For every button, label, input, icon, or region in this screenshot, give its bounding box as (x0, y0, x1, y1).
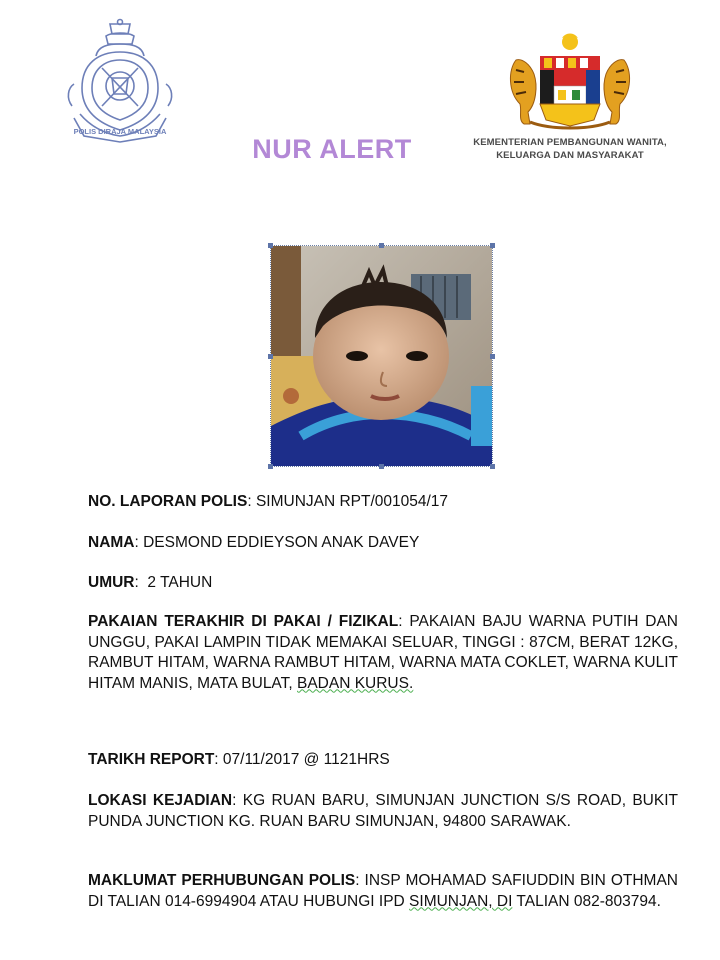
field-clothing (88, 612, 678, 694)
field-label: NO. LAPORAN POLIS (88, 493, 248, 510)
field-report-no (88, 492, 678, 513)
resize-handle[interactable] (379, 243, 384, 248)
field-age (88, 573, 678, 594)
field-value-tail: BADAN KURUS. (297, 674, 414, 692)
field-value-mark: SIMUNJAN, DI (409, 892, 513, 910)
ministry-name (462, 136, 678, 162)
field-label: MAKLUMAT PERHUBUNGAN POLIS (88, 872, 356, 889)
ministry-line-2: KELUARGA DAN MASYARAKAT (496, 150, 644, 161)
field-contact (88, 871, 678, 912)
field-value: : 07/11/2017 @ 1121HRS (214, 751, 390, 768)
polis-diraja-malaysia-logo (62, 18, 178, 146)
resize-handle[interactable] (379, 464, 384, 469)
field-name (88, 533, 678, 554)
resize-handle[interactable] (490, 354, 495, 359)
ministry-line-1: KEMENTERIAN PEMBANGUNAN WANITA, (473, 137, 667, 148)
jata-negara-logo (500, 30, 640, 134)
field-value: : KG RUAN BARU, SIMUNJAN JUNCTION S/S ROAD, BUKIT PUNDA JUNCTION KG. RUAN BARU SIMUNJAN, 94800 SARAWAK. (88, 792, 678, 830)
resize-handle[interactable] (268, 354, 273, 359)
page-title: NUR ALERT (252, 134, 412, 164)
resize-handle[interactable] (490, 243, 495, 248)
field-label: PAKAIAN TERAKHIR DI PAKAI / FIZIKAL (88, 613, 399, 630)
field-value: : DESMOND EDDIEYSON ANAK DAVEY (134, 534, 420, 551)
resize-handle[interactable] (268, 464, 273, 469)
field-value-tail: TALIAN 082-803794. (516, 892, 661, 910)
field-label: LOKASI KEJADIAN (88, 792, 233, 809)
resize-handle[interactable] (490, 464, 495, 469)
field-label: UMUR (88, 574, 135, 591)
missing-child-photo[interactable] (270, 245, 493, 467)
field-label: NAMA (88, 534, 135, 551)
field-value: : INSP MOHAMAD SAFIUDDIN BIN OTHMAN DI TALIAN 014-6994904 ATAU HUBUNGI IPD (88, 872, 678, 910)
field-report-date (88, 750, 678, 771)
field-value: : PAKAIAN BAJU WARNA PUTIH DAN UNGGU, PAKAI LAMPIN TIDAK MEMAKAI SELUAR, TINGGI : 87CM, BERAT 12KG, RAMBUT HITAM, WARNA RAMBUT HITAM, WARNA MATA COKLET, WARNA KULIT HITAM MANIS, MATA BULAT, (88, 613, 678, 692)
field-label: TARIKH REPORT (88, 751, 215, 768)
field-location (88, 791, 678, 832)
field-value: : 2 TAHUN (134, 574, 213, 591)
resize-handle[interactable] (268, 243, 273, 248)
polis-logo-text: POLIS DIRAJA MALAYSIA (73, 127, 167, 136)
field-value: : SIMUNJAN RPT/001054/17 (247, 493, 449, 510)
